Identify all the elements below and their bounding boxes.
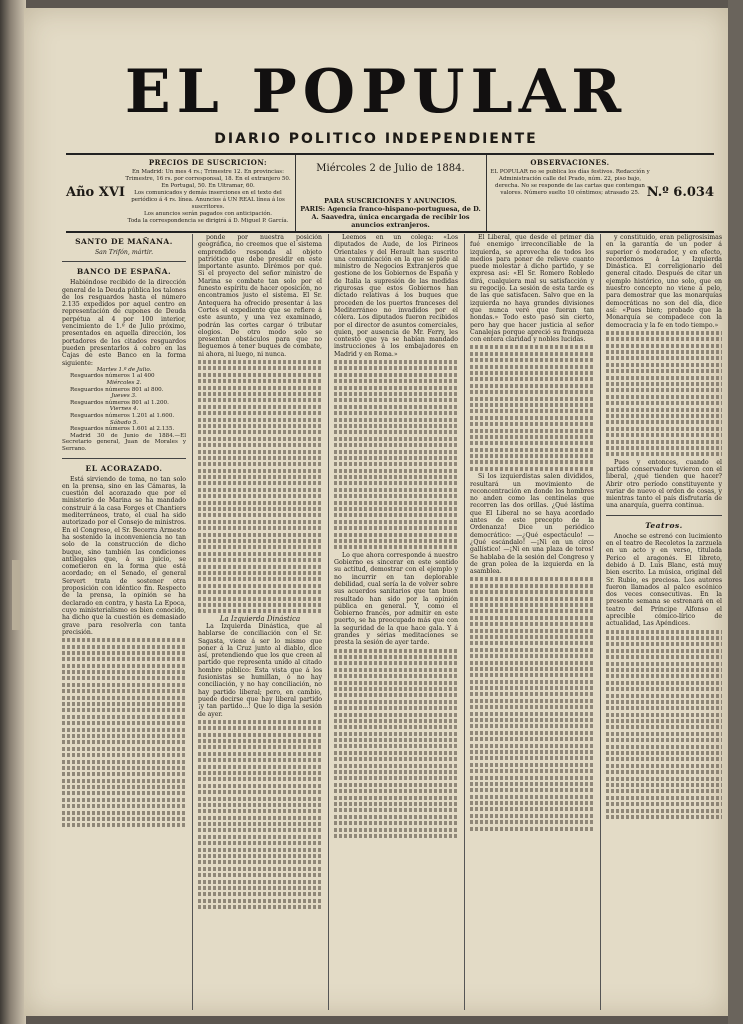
banco-signature: Madrid 30 de Junio de 1884.—El Secretario general, Juan de Morales y Serrano. [62,432,186,452]
prices-line: Los comunicados y demás inserciones en el texto del periódico á 4 rs. línea. Anuncios á UN REAL línea á los suscritores. [131,190,285,210]
prices-heading: PRECIOS DE SUSCRICION: [148,158,268,167]
masthead-title: EL POPULAR [124,57,628,127]
acorazado-text: Está sirviendo de toma, no tan solo en la prensa, sino en las Cámaras, la cuestión del acorazado que por el ministerio de Marina se ha mandado construir á la casa Forges et Chantiers mediterráneos, trato, el cual ha sido autorizado por el Consejo de ministros. En el Congreso, el Sr. Becerra Armesto ha sostenido la inconveniencia no tan solo de la construcción de dicho buque, sino también las condiciones antilegales que, á su juicio, se cometieron en la forma que está acordado; en el Senado, el general Servert trata de sostener otra proposición con idéntico fin. Respecto de la prensa, la opinión se ha declarado en contra, y hasta La Epoca, cuyo ministerialismo es bien conocido, ha dicho que la cuestión es demasiado grave para resolverla con tanta precisión. [62,475,186,636]
column-divider [600,234,601,1010]
banco-range: Resguardos números 1 al 400 [70,373,155,380]
faded-text-lines [334,649,458,838]
banco-day: Sábado 5. [109,419,139,426]
faded-text-lines [606,630,722,819]
section-divider [62,458,186,459]
banco-day: Jueves 3. [111,393,137,400]
infobar-divider [295,155,296,231]
banco-heading: BANCO DE ESPAÑA. [76,267,172,277]
prices-line: En Madrid: Un mes 4 rs.; Trimestre 12. En provincias: Trimestre, 16 rs. por corresponsal, 18. En el extranjero 50. En Portugal, 50. En Ultramar, 60. [125,169,291,189]
faded-text-lines [334,360,458,549]
banco-text: Habiéndose recibido de la dirección general de la Deuda pública los talones de los resguardos hasta el número 2.135 expedidos por aquel centro en representación de cupones de Deuda perpétua al 4 por 100 interior, vencimiento de 1.º de Julio próximo, presentados en aquella dirección, los portadores de los citados resguardos pueden presentarlos á cobro en las Cajas de este Banco en la forma siguiente: [62,279,186,367]
page-edge [728,0,743,1024]
observations-box [490,159,650,197]
banco-range: Resguardos números 1.601 al 2.135. [70,426,175,433]
banco-range: Resguardos números 801 al 800. [70,386,164,393]
colega-article: Leemos en un colega: «Los diputados de Aude, de los Pirineos Orientales y del Herault han suscrito una comunicación en la que se pide al ministro de Negocios Extranjeros que gestione de los Gobiernos de España y de Italia la supresión de las medidas rigurosas que estos Gobiernos han dictado relativas á los buques que proceden de los puertos franceses del Mediterráneo no invadidos por el cólera. Los diputados fueron recibidos por el director de asuntos comerciales, quien, por ausencia de Mr. Ferry, les contestó que ya se habían mandado instrucciones á los embajadores en Madrid y en Roma.» [334,234,458,358]
column-divider [328,234,329,1010]
article-columns [62,234,722,1010]
faded-text-lines [62,638,186,827]
santo-heading: SANTO DE MAÑANA. [75,237,173,246]
observations-text: EL POPULAR no se publica los días festivos. Redacción y Administración calle del Prado, núm. 22, piso bajo, derecha. No se responde de las cartas que contengan valores. Número suelto 10 céntimos; atrasado 25. [490,169,650,196]
marina-article: ponde por nuestra posición geográfica, no creemos que el sistema emprendido responda al objeto patriótico que debe presidir en este importante asunto. Dirémos por qué. Si el proyecto del señor ministro de Marina se combate tan solo por el funesto espíritu de hacer oposición, no encontramos justo el sistema. El Sr. Antequera ha ofrecido presentar á las Cortes el expediente que se refiere á este asunto, y una vez examinado, podrán las cortes cargar ó tributar elogios. De otro modo solo se presentan obstáculos para que no lleguemos á tener buques de combate, ni ahora, ni luego, ni nunca. [198,234,322,358]
column-5 [606,234,722,1010]
prices-line: Los anuncios serán pagados con anticipación. [144,211,272,217]
column-2 [198,234,322,1010]
gobierno-article: Lo que ahora corresponde á nuestro Gobierno es sincerar en este sentido su actitud, demostrar con el ejemplo y no incurrir en tan deplorable debilidad, cual sería la de volver sobre sus acuerdos sanitarios que tan buen resultado han sido por la opinión pública en general. Y, como el Gobierno francés, por admitir en este puerto, se ha preocupado más que con la seguridad de la que hace gala. Y á grandes y sérias meditaciones se presta la sesión de ayer tarde. [334,551,458,647]
faded-text-lines [470,345,594,470]
liberal-article: El Liberal, que desde el primer día fué enemigo irreconciliable de la izquierda, se aprovecha de todos los medios para poner de relieve cuanto puede molestar á dicho partido, y se expresa así: «El Sr. Romero Robledo dirá, cualquiera mal su satisfacción y su regocijo. La sesión de esta tarde es de las que satisfacen. Salvo que en la izquierda no haya grandes divisiones que nunca veré que fueran tan hondas.» Todo esto pasó sin cierto, pero hay que hacer justicia al señor Canalejas porque apreció su franqueza con entera claridad y nobles lucidas. [470,234,594,344]
infobar-divider [486,155,487,231]
year-label: Año XVI [66,185,125,200]
faded-text-lines [470,577,594,830]
subscriptions-box [298,197,483,229]
spine-label [12,560,20,630]
faded-text-lines [198,360,322,613]
teatros-text: Anoche se estrenó con lucimiento en el teatro de Recoletos la zarzuela en un acto y en verso, titulada Perico el aragonés. El libreto, debido á D. Luis Blanc, está muy bien escrito. La música, original del Sr. Rubio, es preciosa. Los autores fueron llamados al palco escénico dos veces consecutivas. En la presente semana se estrenará en el teatro del Príncipe Alfonso el aprecible cómico-lírico de actualidad, Las Apéndices. [606,532,722,628]
izquierda-article: La Izquierda Dinástica, que al hablarse de conciliación con el Sr. Sagasta, viene á ser lo mismo que poner á la Cruz junto al diablo, dice así, pretendiendo que los que creen al partido que representa unido al citado hombre público: Esta vista que á los fusionistas se humillan, ó no hay conciliación, y no hay conciliación, no hay partido liberal; pero, en cambio, puede decirse que hay liberal partido ¡y tan partido...! Que lo diga la sesión de ayer. [198,622,322,718]
column-divider [464,234,465,1010]
binding-spine [0,0,26,1024]
santo-text: San Trifón, mártir. [94,249,154,256]
column-3 [334,234,458,1010]
column-divider [192,234,193,1010]
section-divider [606,515,722,516]
issue-number: N.º 6.034 [646,185,714,200]
observations-heading: OBSERVACIONES. [530,158,610,167]
info-bar [66,153,714,233]
column-4 [470,234,594,1010]
conservador-article: Pues y entonces, cuando el partido conservador tuvieron con el liberal, ¿qué tienden que hacer? Abrir otro período constituyente y variar de nuevo el orden de cosas, y mientras tanto el país disfrutaría de una anarquía, guerra continua. [606,458,722,510]
subscriptions-heading: PARA SUSCRICIONES Y ANUNCIOS. [324,197,457,205]
monarquia-article: y constituido, eran peligrosísimas en la garantía de un poder á superior ó moderador, y en efecto, recordemos á La Izquierda Dinástica. El correligionario del general citado. Después de citar un ejemplo histórico, uno solo, que en nuestro concepto no viene á pelo, para demostrar que las monarquías democráticas no son del día, dice así: «Pues bien; probado que la Monarquía se compadece con la democracia y la fe en todo tiempo.» [606,234,722,329]
banco-range: Resguardos números 801 al 1.200. [70,399,169,406]
banco-day: Martes 1.º de Julio. [96,366,152,373]
newspaper-page [24,8,728,1016]
faded-text-lines [606,331,722,456]
banco-range: Resguardos números 1.201 al 1.600. [70,413,175,420]
column-1 [62,234,186,1010]
faded-text-lines [198,720,322,909]
issue-date: Miércoles 2 de Julio de 1884. [316,163,465,174]
izquierdistas-article: Si los izquierdistas salen divididos, resultará un movimiento de reconcentración en donde los hombres no anden como las centinelas que recorren las dos orillas. ¿Qué lástima que El Liberal no se haya acordado antes de este precepto de la Ordenanza! Dice un periódico democrático: —¿Qué espectáculo! —¿Qué escándalo! —¡Ni en un circo gallístico! —¡Ni en una plaza de toros! Se hablaba de la sesión del Congreso y de gran polea de la izquierda en la asamblea. [470,473,594,576]
prices-line: Toda la correspondencia se dirigirá á D. Miguel P. García. [127,218,289,224]
banco-day: Miércoles 2. [106,380,142,387]
subscriptions-text: PARIS: Agencia franco-hispano-portuguesa, de D. A. Saavedra, única encargada de recibir los anuncios extranjeros. [300,205,481,229]
banco-day: Viernes 4. [109,406,139,413]
prices-box [124,159,292,225]
teatros-heading: Teatros. [645,520,683,530]
izquierda-heading: La Izquierda Dinástica [219,614,301,623]
masthead-subtitle: DIARIO POLITICO INDEPENDIENTE [214,131,538,147]
section-divider [62,261,186,262]
acorazado-heading: EL ACORAZADO. [85,463,163,473]
